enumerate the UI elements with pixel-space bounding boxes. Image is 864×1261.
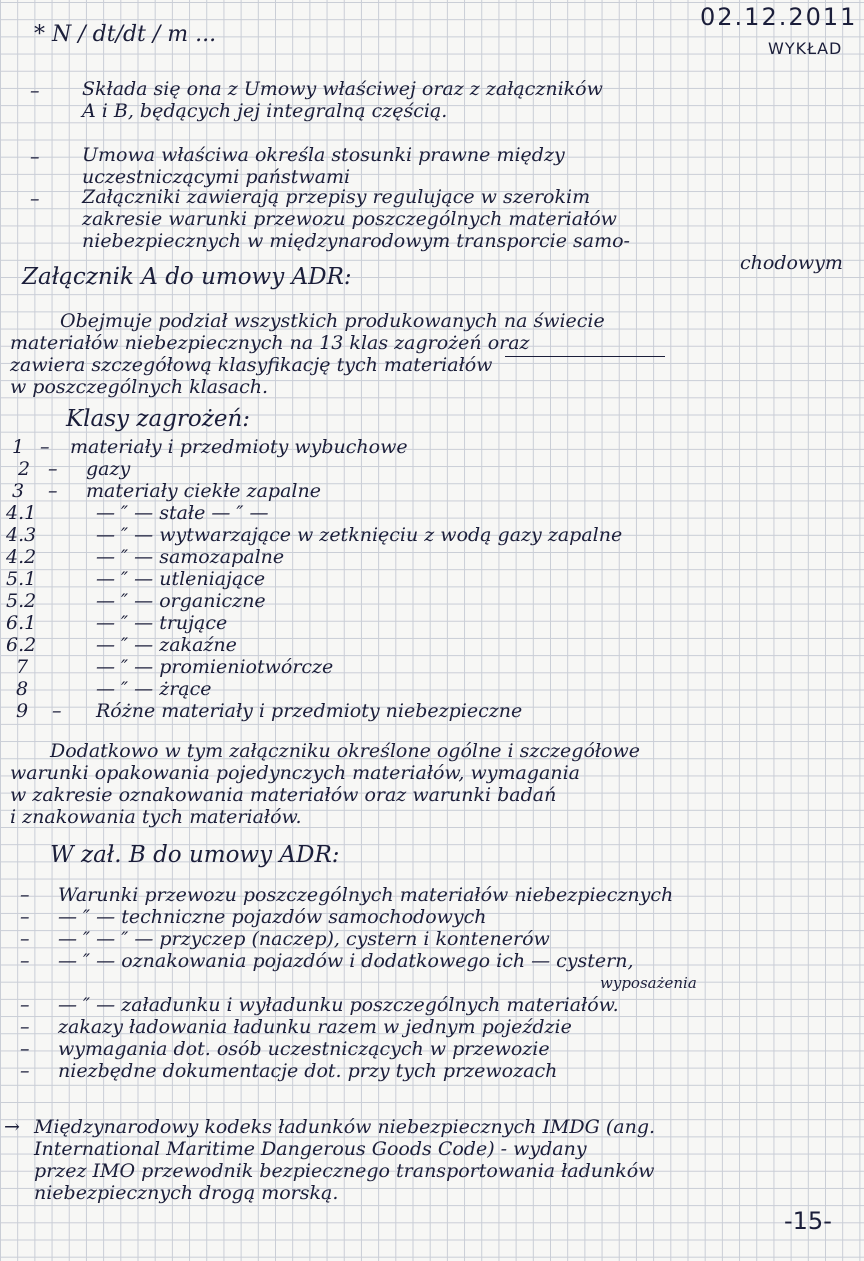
bullet-dash: – [30, 146, 40, 168]
class-dash: – [48, 480, 58, 502]
classes-title: Klasy zagrożeń: [66, 406, 251, 432]
section-b-item: niezbędne dokumentacje dot. przy tych przewozach [58, 1060, 558, 1082]
class-text: — ″ — zakaźne [96, 634, 237, 656]
intro-line: A i B, będących jej integralną częścią. [82, 100, 448, 122]
lecture-label: WYKŁAD [768, 39, 843, 58]
class-number: 5.2 [6, 590, 37, 612]
intro-line: Umowa właściwa określa stosunki prawne między [82, 144, 565, 166]
class-text: — ″ — wytwarzające w zetknięciu z wodą gazy zapalne [96, 524, 623, 546]
class-number: 1 [12, 436, 25, 458]
intro-line: uczestniczącymi państwami [82, 166, 351, 188]
class-dash: – [40, 436, 50, 458]
intro-line: niebezpiecznych w międzynarodowym transporcie samo- [82, 230, 630, 252]
section-a-paragraph-line: Obejmuje podział wszystkich produkowanych na świecie [60, 310, 605, 332]
class-text: — ″ — utleniające [96, 568, 266, 590]
section-b-title: W zał. B do umowy ADR: [50, 842, 340, 868]
section-a-paragraph-line: zawiera szczegółową klasyfikację tych materiałów [10, 354, 493, 376]
footer-note-line: przez IMO przewodnik bezpiecznego transportowania ładunków [34, 1160, 655, 1182]
class-text: Różne materiały i przedmioty niebezpieczne [96, 700, 523, 722]
section-b-item: wymagania dot. osób uczestniczących w przewozie [58, 1038, 550, 1060]
bullet-dash: – [20, 1060, 30, 1082]
class-text: — ″ — stałe — ″ — [96, 502, 269, 524]
section-b-item: — ″ — techniczne pojazdów samochodowych [58, 906, 487, 928]
bullet-dash: – [20, 950, 30, 972]
section-a-paragraph-line: w poszczególnych klasach. [10, 376, 269, 398]
bullet-dash: – [20, 928, 30, 950]
class-text: — ″ — żrące [96, 678, 212, 700]
class-number: 4.1 [6, 502, 37, 524]
bullet-dash: – [20, 906, 30, 928]
margin-annotation: wyposażenia [600, 974, 697, 992]
intro-line: zakresie warunki przewozu poszczególnych materiałów [82, 208, 617, 230]
class-number: 7 [16, 656, 29, 678]
section-b-item: Warunki przewozu poszczególnych materiałów niebezpiecznych [58, 884, 674, 906]
class-text: — ″ — organiczne [96, 590, 266, 612]
class-number: 9 [16, 700, 29, 722]
section-b-item: — ″ — załadunku i wyładunku poszczególnych materiałów. [58, 994, 619, 1016]
class-dash: – [48, 458, 58, 480]
additional-line: Dodatkowo w tym załączniku określone ogólne i szczegółowe [50, 740, 640, 762]
section-a-paragraph-line: materiałów niebezpiecznych na 13 klas zagrożeń oraz [10, 332, 530, 354]
class-text: gazy [86, 458, 131, 480]
class-number: 2 [18, 458, 31, 480]
footer-note-line: niebezpiecznych drogą morską. [34, 1182, 339, 1204]
class-number: 3 [12, 480, 25, 502]
additional-line: warunki opakowania pojedynczych materiałów, wymagania [10, 762, 580, 784]
section-b-item: — ″ — oznakowania pojazdów i dodatkowego ich — cystern, [58, 950, 634, 972]
class-number: 6.1 [6, 612, 37, 634]
bullet-dash: – [20, 1038, 30, 1060]
section-a-title: Załącznik A do umowy ADR: [22, 264, 352, 290]
class-number: 4.3 [6, 524, 37, 546]
class-number: 6.2 [6, 634, 37, 656]
class-number: 8 [16, 678, 29, 700]
bullet-dash: – [20, 1016, 30, 1038]
intro-line: Składa się ona z Umowy właściwej oraz z załączników [82, 78, 603, 100]
underline-13-classes [505, 356, 665, 357]
class-dash: – [52, 700, 62, 722]
class-text: — ″ — promieniotwórcze [96, 656, 334, 678]
class-text: — ″ — trujące [96, 612, 228, 634]
arrow-icon: → [4, 1116, 20, 1138]
class-number: 5.1 [6, 568, 37, 590]
bullet-dash: – [30, 188, 40, 210]
intro-line: Załączniki zawierają przepisy regulujące w szerokim [82, 186, 591, 208]
footer-note-line: International Maritime Dangerous Goods Code) - wydany [34, 1138, 587, 1160]
section-b-item: zakazy ładowania ładunku razem w jednym pojeździe [58, 1016, 572, 1038]
intro-line: chodowym [740, 252, 843, 274]
additional-line: w zakresie oznakowania materiałów oraz warunki badań [10, 784, 557, 806]
bullet-dash: – [20, 994, 30, 1016]
section-b-item: — ″ — ″ — przyczep (naczep), cystern i kontenerów [58, 928, 550, 950]
additional-line: i znakowania tych materiałów. [10, 806, 302, 828]
bullet-dash: – [20, 884, 30, 906]
class-text: materiały ciekłe zapalne [86, 480, 321, 502]
bullet-dash: – [30, 80, 40, 102]
page-number: -15- [784, 1207, 832, 1235]
date: 02.12.2011 [700, 3, 858, 31]
class-text: materiały i przedmioty wybuchowe [70, 436, 408, 458]
class-number: 4.2 [6, 546, 37, 568]
class-text: — ″ — samozapalne [96, 546, 285, 568]
footer-note-line: Międzynarodowy kodeks ładunków niebezpiecznych IMDG (ang. [34, 1116, 656, 1138]
header-reference: * N / dt/dt / m ... [34, 22, 217, 47]
